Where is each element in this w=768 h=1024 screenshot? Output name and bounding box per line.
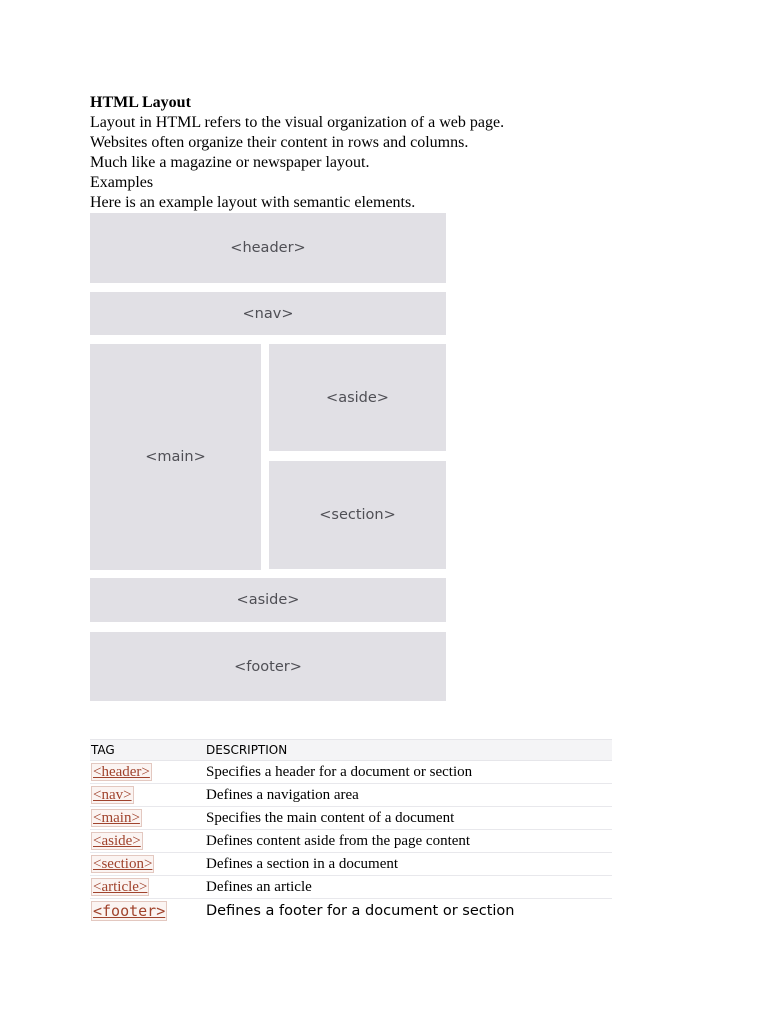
tag-link-main[interactable]: <main> bbox=[93, 809, 140, 826]
tag-link-section[interactable]: <section> bbox=[93, 855, 153, 872]
table-row bbox=[90, 830, 612, 853]
tag-link-article[interactable]: <article> bbox=[93, 878, 148, 895]
table-row bbox=[90, 807, 612, 830]
tag-link-nav[interactable]: <nav> bbox=[93, 786, 132, 803]
tag-description: Defines a footer for a document or section bbox=[206, 903, 515, 919]
table-row bbox=[90, 876, 612, 899]
diagram-footer-box: <footer> bbox=[90, 632, 446, 701]
tag-link-footer[interactable]: <footer> bbox=[93, 901, 166, 920]
tag-description: Defines a section in a document bbox=[205, 853, 612, 876]
tag-link-aside[interactable]: <aside> bbox=[93, 832, 141, 849]
example-intro-paragraph: Here is an example layout with semantic elements. bbox=[90, 194, 416, 211]
intro-paragraph-2: Websites often organize their content in rows and columns. bbox=[90, 134, 469, 151]
examples-heading: Examples bbox=[90, 174, 154, 191]
diagram-nav-box: <nav> bbox=[90, 292, 446, 335]
intro-paragraph-1: Layout in HTML refers to the visual organization of a web page. bbox=[90, 114, 505, 131]
diagram-main-box: <main> bbox=[90, 344, 261, 570]
document-content bbox=[90, 93, 690, 923]
intro-paragraph-3: Much like a magazine or newspaper layout. bbox=[90, 154, 370, 171]
tag-description: Specifies the main content of a document bbox=[205, 807, 612, 830]
tag-description: Defines content aside from the page content bbox=[205, 830, 612, 853]
layout-diagram bbox=[90, 213, 446, 703]
table-row bbox=[90, 899, 612, 924]
tag-description: Defines a navigation area bbox=[205, 784, 612, 807]
table-row bbox=[90, 853, 612, 876]
table-header-row bbox=[90, 740, 612, 761]
diagram-aside-bottom-box: <aside> bbox=[90, 578, 446, 622]
column-header-tag: TAG bbox=[90, 740, 205, 761]
diagram-aside-top-box: <aside> bbox=[269, 344, 446, 451]
table-row bbox=[90, 784, 612, 807]
tag-description: Specifies a header for a document or section bbox=[205, 761, 612, 784]
semantic-tags-table bbox=[90, 739, 612, 923]
table-row bbox=[90, 761, 612, 784]
diagram-section-box: <section> bbox=[269, 461, 446, 569]
tag-description: Defines an article bbox=[205, 876, 612, 899]
diagram-header-box: <header> bbox=[90, 213, 446, 283]
page-title: HTML Layout bbox=[90, 94, 191, 111]
column-header-description: DESCRIPTION bbox=[205, 740, 612, 761]
tag-link-header[interactable]: <header> bbox=[93, 763, 150, 780]
